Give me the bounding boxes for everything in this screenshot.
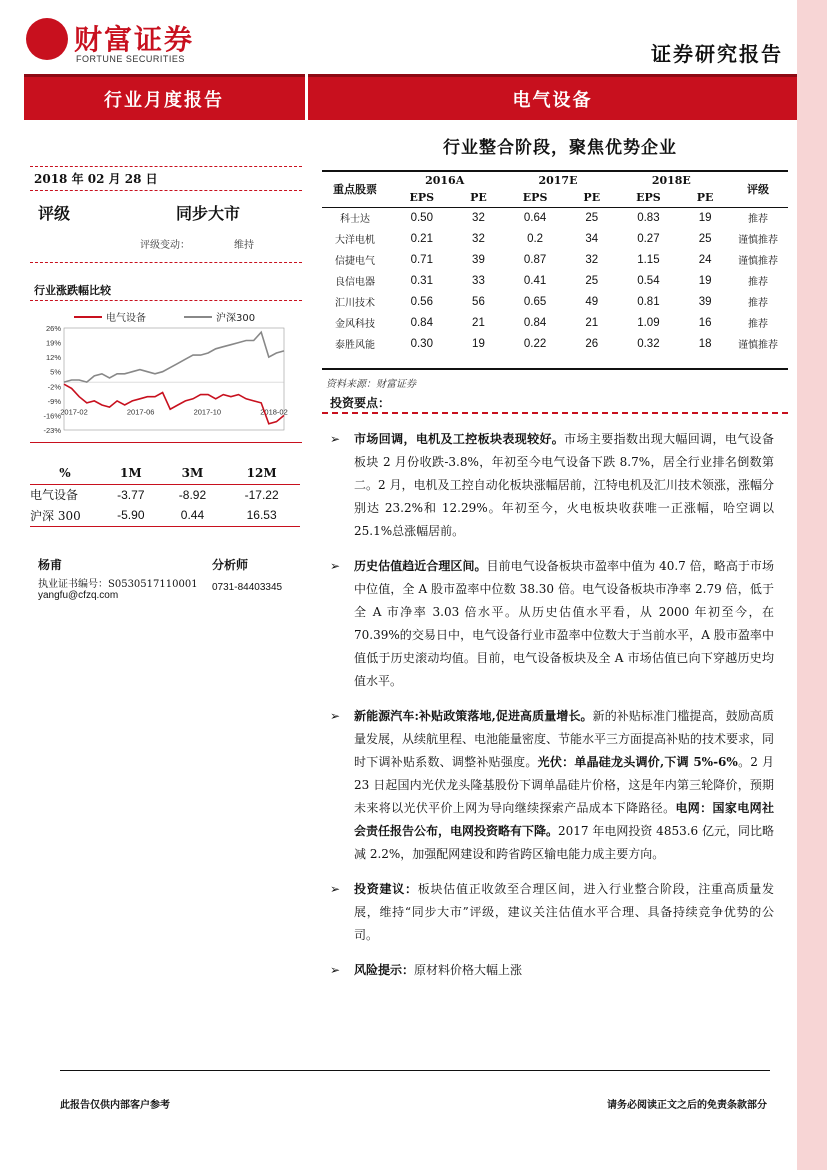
stock-value: 49 <box>585 295 599 308</box>
stock-value: 19 <box>698 211 712 224</box>
year-header: 2017E <box>538 174 578 187</box>
stock-value: 1.15 <box>637 253 660 266</box>
sub-header: PE <box>583 191 601 205</box>
year-header: 2016A <box>425 174 465 187</box>
y-tick-label: 12% <box>45 353 61 363</box>
analyst-name: 杨甫 <box>38 558 63 572</box>
key-stocks-table <box>322 170 788 354</box>
stock-value: 39 <box>698 295 712 308</box>
stock-value: 0.30 <box>410 337 433 350</box>
table-row <box>30 484 300 505</box>
rating-label: 评级 <box>38 204 71 223</box>
stock-value: 19 <box>472 337 485 350</box>
rating-change-label: 评级变动： <box>140 240 190 251</box>
stock-rating: 谨慎推荐 <box>738 256 778 267</box>
table-row <box>322 333 788 354</box>
y-tick-label: -23% <box>43 426 61 435</box>
divider <box>30 262 302 263</box>
sub-header: EPS <box>522 191 548 205</box>
stock-value: 16 <box>698 316 712 329</box>
y-tick-label: -16% <box>43 411 61 421</box>
stock-value: 0.83 <box>637 211 660 224</box>
report-type: 证券研究报告 <box>651 42 783 66</box>
year-header: 2018E <box>651 174 691 187</box>
stock-value: 25 <box>585 211 599 224</box>
stock-value: 0.71 <box>410 253 433 266</box>
table-row <box>30 505 300 526</box>
stock-value: 0.84 <box>523 316 547 329</box>
y-tick-label: 19% <box>45 338 61 348</box>
brand-name-en: FORTUNE SECURITIES <box>76 54 185 64</box>
perf-name: 电气设备 <box>30 488 79 503</box>
stock-rating: 推荐 <box>748 277 768 288</box>
rating-change-value: 维持 <box>234 240 254 251</box>
report-title: 行业整合阶段，聚焦优势企业 <box>443 138 677 158</box>
performance-table <box>30 462 300 527</box>
stock-value: 1.09 <box>637 316 660 329</box>
stock-value: 25 <box>698 232 712 245</box>
stock-value: 56 <box>472 295 485 308</box>
y-tick-label: 26% <box>45 324 61 333</box>
perf-cell: -5.90 <box>117 508 145 523</box>
analyst-title: 分析师 <box>212 558 249 572</box>
stock-value: 19 <box>698 274 712 287</box>
stock-rating: 推荐 <box>748 214 768 226</box>
stock-value: 25 <box>585 274 599 287</box>
stock-value: 0.84 <box>410 316 433 329</box>
list-item: ➢ 投资建议：板块估值正收敛至合理区间，进入行业整合阶段，注重高质量发展，维持“同步大市”评级，建议关注估值水平合理、具备持续竞争优势的公司。 <box>330 878 774 947</box>
stock-value: 34 <box>585 232 599 245</box>
table-bottom-rule <box>322 368 788 370</box>
analyst-email[interactable]: yangfu@cfzq.com <box>38 590 119 601</box>
stock-name: 信捷电气 <box>335 256 375 267</box>
x-tick-label: 2018-02 <box>260 407 288 417</box>
stock-name: 科士达 <box>340 214 370 226</box>
footer-right: 请务必阅读正文之后的免责条款部分 <box>607 1100 767 1111</box>
stock-value: 0.22 <box>523 337 547 350</box>
sub-header: PE <box>470 191 487 205</box>
stock-value: 0.50 <box>410 211 433 224</box>
perf-cell: -17.22 <box>244 487 279 502</box>
stock-value: 0.41 <box>523 274 547 287</box>
list-item: ➢ 市场回调，电机及工控板块表现较好。市场主要指数出现大幅回调，电气设备板块 2 月份收跌-3.8%，年初至今电气设备下跌 8.7%，居全行业排名倒数第二。2 月，电机及工控自动化板块涨幅居前，江特电机及汇川技术领涨，涨幅分别达 23.2%和 12.29%。年初至今，火电板块收获唯一正涨幅，哈空调以 25.1%总涨幅居前。 <box>330 428 774 543</box>
series-line-2 <box>64 332 284 382</box>
stock-value: 32 <box>472 211 485 224</box>
legend-label: 沪深300 <box>216 313 256 324</box>
chart-svg <box>34 306 290 436</box>
perf-header: 3M <box>181 465 204 480</box>
x-tick-label: 2017-10 <box>193 407 222 417</box>
perf-cell: -3.77 <box>117 487 145 502</box>
divider <box>30 300 302 301</box>
chart-section-title: 行业涨跌幅比较 <box>34 284 111 297</box>
stock-value: 0.56 <box>410 295 433 308</box>
divider <box>30 190 302 191</box>
table-row <box>322 270 788 291</box>
table-row <box>322 249 788 270</box>
series-line-1 <box>64 384 284 424</box>
rating-value: 同步大市 <box>176 204 241 223</box>
stock-rating: 推荐 <box>748 319 768 330</box>
perf-cell: -8.92 <box>178 487 207 502</box>
stock-value: 0.31 <box>410 274 433 287</box>
sub-header: PE <box>696 191 714 205</box>
report-category: 行业月度报告 <box>104 90 224 111</box>
brand-name-cn: 财富证券 <box>74 23 195 56</box>
stock-value: 32 <box>472 232 485 245</box>
y-tick-label: -9% <box>47 396 61 406</box>
analyst-phone: 0731-84403345 <box>212 582 283 593</box>
report-date: 2018 年 02 月 28 日 <box>34 172 158 186</box>
stock-value: 18 <box>698 337 712 350</box>
x-tick-label: 2017-02 <box>60 407 88 417</box>
stock-rating: 谨慎推荐 <box>738 235 778 246</box>
perf-name: 沪深 300 <box>30 508 81 523</box>
analyst-cert: 执业证书编号：S0530517110001 <box>38 579 198 590</box>
divider <box>30 166 302 167</box>
table-row <box>322 228 788 249</box>
divider <box>322 412 788 414</box>
stock-value: 33 <box>472 274 485 287</box>
perf-header: % <box>59 465 71 480</box>
industry-name: 电气设备 <box>512 90 593 111</box>
stock-value: 26 <box>585 337 599 350</box>
rating-header: 评级 <box>747 183 769 197</box>
stock-name: 金风科技 <box>335 319 375 330</box>
stock-value: 0.65 <box>523 295 547 308</box>
investment-heading: 投资要点： <box>330 396 391 410</box>
stock-value: 0.21 <box>410 232 433 245</box>
stock-value: 39 <box>472 253 485 266</box>
footer-rule <box>60 1070 770 1071</box>
table-row <box>322 291 788 312</box>
list-item: ➢ 新能源汽车:补贴政策落地,促进高质量增长。新的补贴标准门槛提高，鼓励高质量发展，从续航里程、电池能量密度、节能水平三方面提高补贴的技术要求，同时下调补贴系数、调整补贴强度。光伏：单晶硅龙头调价,下调 5%-6%。2 月 23 日起国内光伏龙头隆基股份下调单晶硅片价格，这是年内第三轮降价，预期未来将以光伏平价上网为导向继续探索产品成本下降路径。电网：国家电网社会责任报告公布，电网投资略有下降。2017 年电网投资 4853.6 亿元，同比略减 2.2%，加强配网建设和跨省跨区输电能力成主要方向。 <box>330 705 774 866</box>
investment-points <box>330 428 774 994</box>
list-item: ➢ 风险提示：原材料价格大幅上涨 <box>330 959 774 982</box>
stock-value: 0.54 <box>637 274 660 287</box>
stock-value: 0.32 <box>637 337 660 350</box>
y-tick-label: -2% <box>47 382 61 392</box>
perf-cell: 0.44 <box>180 508 205 523</box>
x-tick-label: 2017-06 <box>126 407 155 417</box>
divider <box>30 442 302 443</box>
footer-left: 此报告仅供内部客户参考 <box>60 1100 170 1111</box>
stock-rating: 推荐 <box>748 298 768 309</box>
stock-value: 32 <box>585 253 599 266</box>
perf-cell: 16.53 <box>246 508 277 523</box>
table-row <box>322 207 788 228</box>
table-row <box>322 312 788 333</box>
stock-name: 良信电器 <box>335 277 375 288</box>
y-tick-label: 5% <box>50 367 61 377</box>
legend-label: 电气设备 <box>106 313 146 324</box>
stock-name: 汇川技术 <box>335 298 375 309</box>
stock-value: 0.27 <box>637 232 660 245</box>
stock-value: 0.87 <box>523 253 547 266</box>
stock-value: 0.81 <box>637 295 660 308</box>
data-source: 资料来源：财富证券 <box>326 379 416 390</box>
stock-value: 24 <box>698 253 712 266</box>
plot-frame <box>64 328 284 430</box>
stock-col-label: 重点股票 <box>333 183 377 197</box>
stock-value: 21 <box>585 316 599 329</box>
sub-header: EPS <box>409 191 435 205</box>
perf-header: 1M <box>120 465 142 480</box>
right-margin-strip <box>797 0 827 1170</box>
stock-name: 大洋电机 <box>335 235 375 246</box>
stock-rating: 谨慎推荐 <box>738 340 778 351</box>
stock-value: 21 <box>472 316 485 329</box>
comparison-chart <box>34 306 290 436</box>
stock-name: 泰胜风能 <box>335 340 375 351</box>
stock-value: 0.2 <box>527 232 544 245</box>
stock-value: 0.64 <box>523 211 547 224</box>
company-logo-icon <box>26 18 68 60</box>
perf-header: 12M <box>246 465 277 480</box>
list-item: ➢ 历史估值趋近合理区间。目前电气设备板块市盈率中值为 40.7 倍，略高于市场中位值，全 A 股市盈率中位数 38.30 倍。电气设备板块市净率 2.79 倍，低于全 A 市净率 3.03 倍水平。从历史估值水平看，从 2000 年初至今，在 70.39%的交易日中，电气设备行业市盈率中位数大于当前水平，A 股市盈率中值低于历史滚动均值。目前，电气设备板块及全 A 市场估值已向下穿越历史均值水平。 <box>330 555 774 693</box>
sub-header: EPS <box>636 191 661 205</box>
